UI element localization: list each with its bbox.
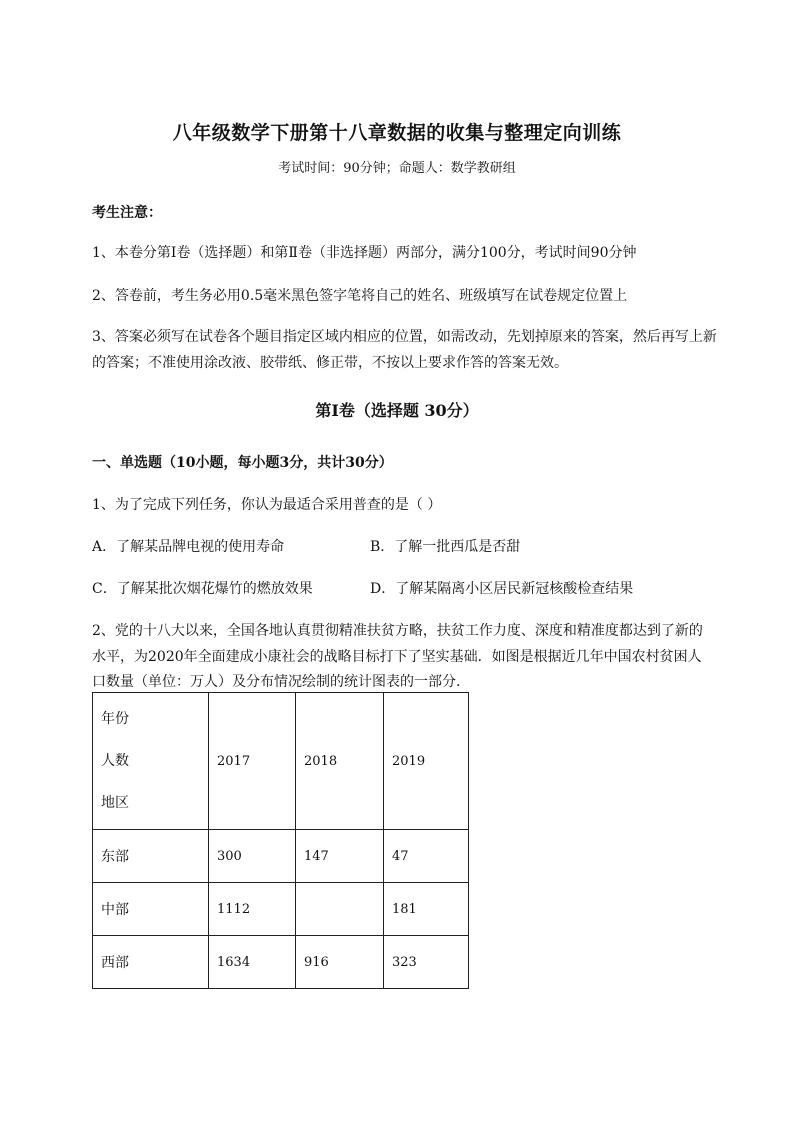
question-2-line-2: 水平，为2020年全面建成小康社会的战略目标打下了坚实基础．如图是根据近几年中国农村贫困人: [92, 649, 702, 665]
header-label-count: 人数: [101, 753, 129, 769]
value-cell: 916: [296, 936, 384, 989]
table-row: [93, 936, 469, 989]
poverty-statistics-table: [92, 692, 469, 989]
notice-item-2: 2、答卷前，考生务必用0.5毫米黑色签字笔将自己的姓名、班级填写在试卷规定位置上: [92, 288, 628, 304]
header-label-year: 年份: [101, 711, 129, 727]
value-cell: [296, 883, 384, 936]
table-row: [93, 830, 469, 883]
value-cell: 300: [209, 830, 296, 883]
question-1-option-d: D．了解某隔离小区居民新冠核酸检查结果: [370, 581, 634, 597]
notice-item-3: 3、答案必须写在试卷各个题目指定区域内相应的位置，如需改动，先划掉原来的答案，然后再写上新: [92, 329, 717, 345]
year-header-2018: 2018: [296, 693, 384, 830]
value-cell: 181: [384, 883, 469, 936]
value-cell: 147: [296, 830, 384, 883]
region-cell: 东部: [93, 830, 209, 883]
table-corner-header: [93, 693, 209, 830]
year-header-2017: 2017: [209, 693, 296, 830]
region-cell: 西部: [93, 936, 209, 989]
notice-item-3-continued: 的答案；不准使用涂改液、胶带纸、修正带，不按以上要求作答的答案无效。: [92, 355, 568, 371]
value-cell: 1634: [209, 936, 296, 989]
question-1-option-a: A．了解某品牌电视的使用寿命: [92, 539, 285, 555]
question-1-option-b: B．了解一批西瓜是否甜: [370, 539, 521, 555]
table-header-row: [93, 693, 469, 830]
question-2-line-1: 2、党的十八大以来，全国各地认真贯彻精准扶贫方略，扶贫工作力度、深度和精准度都达到了新的: [92, 623, 703, 639]
value-cell: 47: [384, 830, 469, 883]
table-row: [93, 883, 469, 936]
question-2-line-3: 口数量（单位：万人）及分布情况绘制的统计图表的一部分．: [92, 674, 470, 690]
value-cell: 1112: [209, 883, 296, 936]
notice-item-1: 1、本卷分第Ⅰ卷（选择题）和第Ⅱ卷（非选择题）两部分，满分100分，考试时间90分钟: [92, 245, 637, 261]
exam-info: 考试时间：90分钟；命题人：数学教研组: [278, 161, 516, 176]
section-title: 第Ⅰ卷（选择题 30分）: [315, 401, 479, 420]
region-cell: 中部: [93, 883, 209, 936]
question-1-stem: 1、为了完成下列任务，你认为最适合采用普查的是（ ）: [92, 497, 442, 513]
question-1-option-c: C．了解某批次烟花爆竹的燃放效果: [92, 581, 313, 597]
document-title: 八年级数学下册第十八章数据的收集与整理定向训练: [172, 122, 622, 144]
part-heading: 一、单选题（10小题，每小题3分，共计30分）: [92, 455, 393, 471]
value-cell: 323: [384, 936, 469, 989]
notice-heading: 考生注意：: [92, 205, 162, 221]
header-label-region: 地区: [101, 795, 129, 811]
year-header-2019: 2019: [384, 693, 469, 830]
